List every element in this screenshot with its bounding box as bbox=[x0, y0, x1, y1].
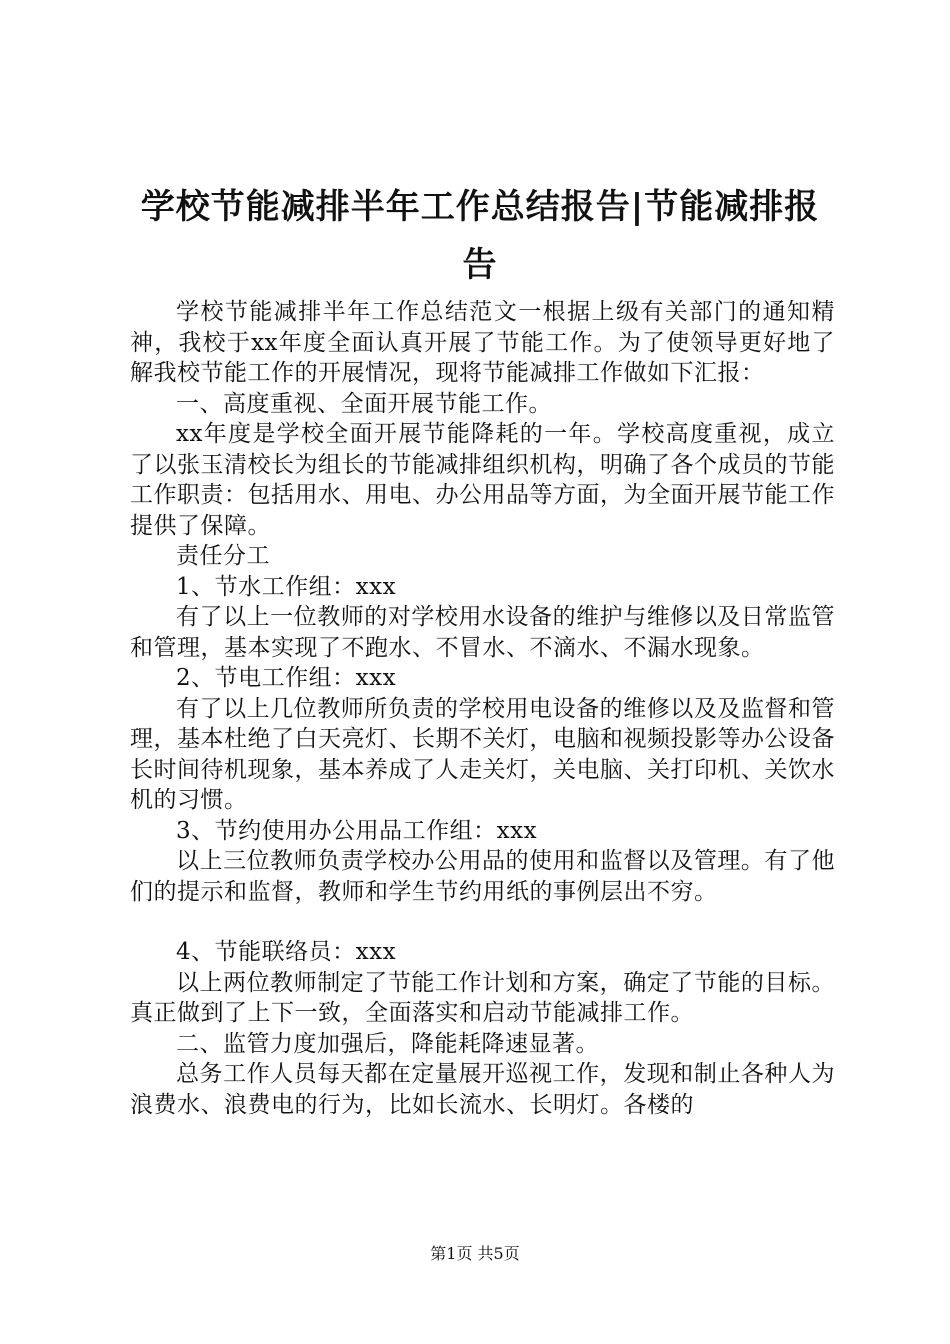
section-heading-1: 一、高度重视、全面开展节能工作。 bbox=[176, 390, 552, 417]
paragraph: 有了以上几位教师所负责的学校用电设备的维修以及及监督和管理，基本杜绝了白天亮灯、长期不关灯，电脑和视频投影等办公设备长时间待机现象，基本养成了人走关灯，关电脑、关打印机、关饮水机的习惯。 bbox=[130, 695, 835, 813]
document-title bbox=[130, 178, 830, 294]
page-number: 第1页 共5页 bbox=[430, 1244, 520, 1263]
subheading-responsibilities: 责任分工 bbox=[176, 543, 270, 569]
item-heading-liaison: 4、节能联络员：xxx bbox=[176, 939, 397, 965]
paragraph: 总务工作人员每天都在定量展开巡视工作，发现和制止各种人为浪费水、浪费电的行为，比如长流水、长明灯。各楼的 bbox=[130, 1061, 835, 1118]
title-line-2: 告 bbox=[462, 245, 498, 285]
document-body bbox=[130, 297, 835, 1120]
paragraph: xx年度是学校全面开展节能降耗的一年。学校高度重视，成立了以张玉清校长为组长的节能减排组织机构，明确了各个成员的节能工作职责：包括用水、用电、办公用品等方面，为全面开展节能工作提供了保障。 bbox=[130, 421, 835, 539]
paragraph-intro: 学校节能减排半年工作总结范文一根据上级有关部门的通知精神，我校于xx年度全面认真开展了节能工作。为了使领导更好地了解我校节能工作的开展情况，现将节能减排工作做如下汇报： bbox=[130, 299, 835, 386]
page-footer bbox=[0, 1244, 950, 1264]
section-heading-2: 二、监管力度加强后，降能耗降速显著。 bbox=[176, 1030, 599, 1057]
paragraph: 有了以上一位教师的对学校用水设备的维护与维修以及日常监管和管理，基本实现了不跑水、不冒水、不滴水、不漏水现象。 bbox=[130, 604, 835, 661]
paragraph: 以上两位教师制定了节能工作计划和方案，确定了节能的目标。真正做到了上下一致，全面落实和启动节能减排工作。 bbox=[130, 969, 835, 1026]
item-heading-electricity: 2、节电工作组：xxx bbox=[176, 665, 397, 691]
paragraph: 以上三位教师负责学校办公用品的使用和监督以及管理。有了他们的提示和监督，教师和学生节约用纸的事例层出不穷。 bbox=[130, 848, 835, 905]
item-heading-water: 1、节水工作组：xxx bbox=[176, 573, 397, 600]
title-line-1: 学校节能减排半年工作总结报告|节能减排报 bbox=[140, 187, 820, 227]
item-heading-office-supplies: 3、节约使用办公用品工作组：xxx bbox=[176, 817, 538, 844]
